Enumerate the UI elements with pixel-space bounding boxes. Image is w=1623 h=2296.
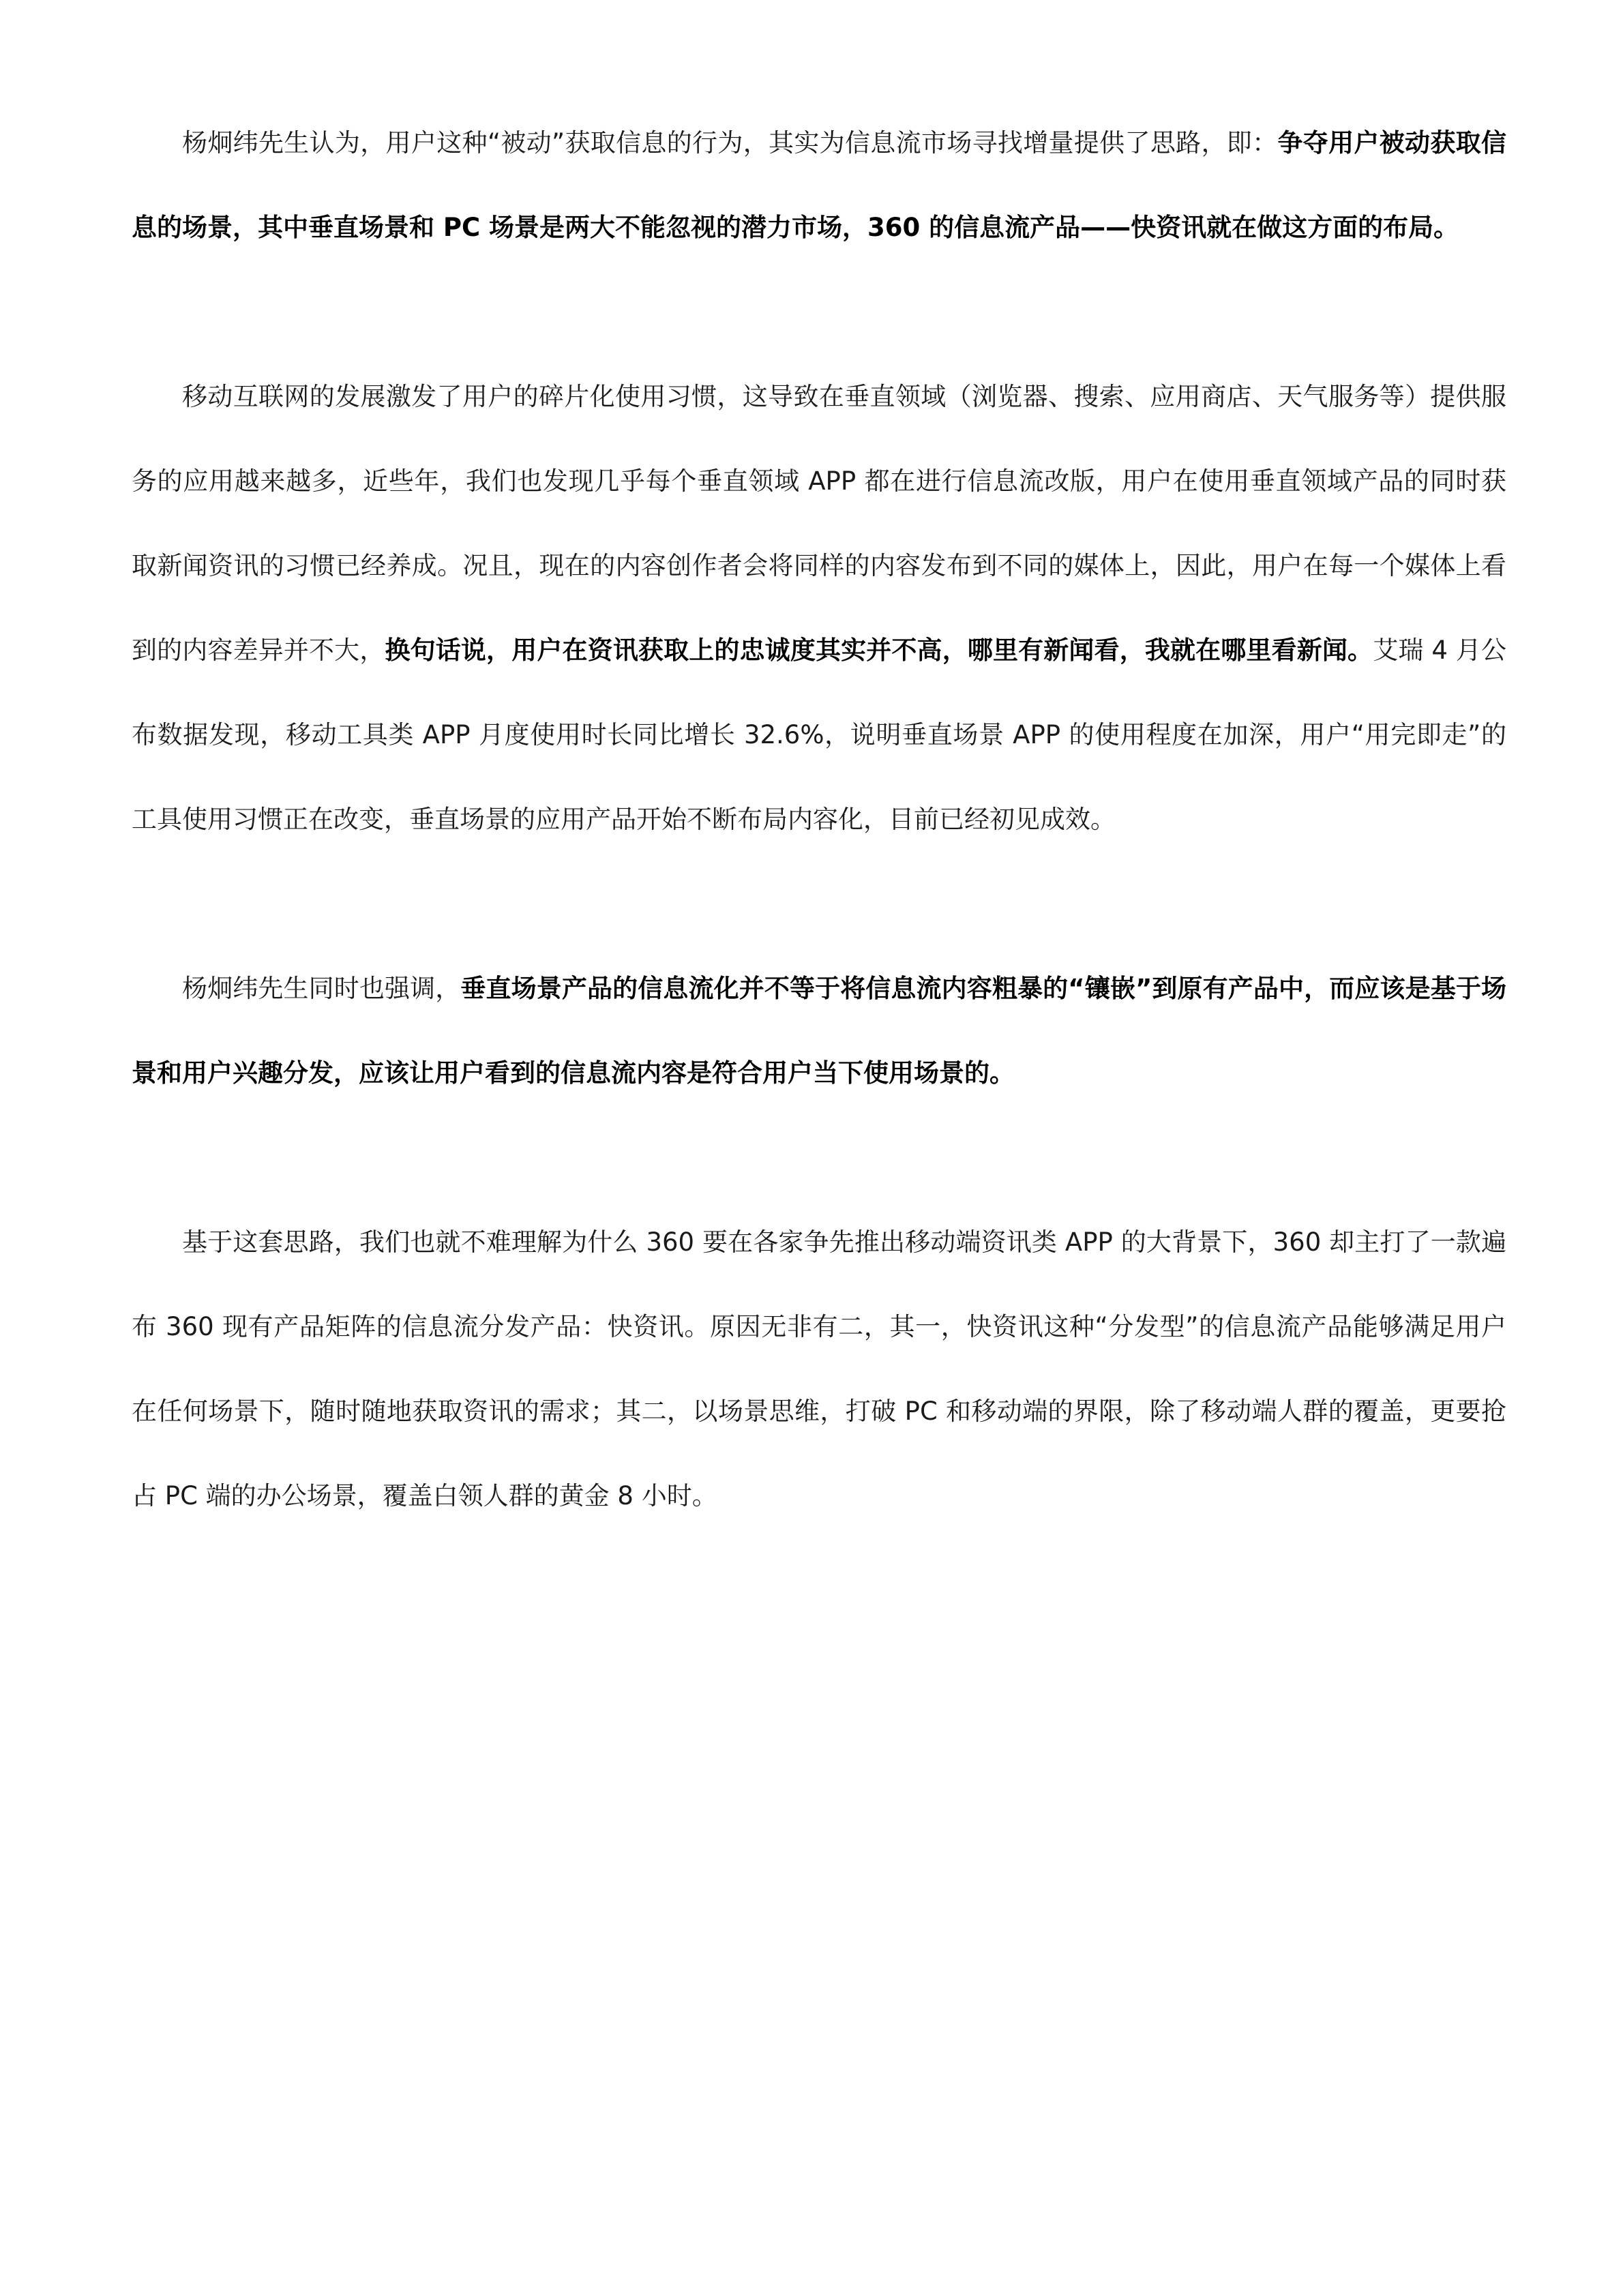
- text-run: 杨炯纬先生认为，用户这种“被动”获取信息的行为，其实为信息流市场寻找增量提供了思路，即：: [182, 128, 1278, 158]
- bold-text-run: 垂直场景产品的信息流化并不等于将信息流内容粗暴的“镶嵌”到原有产品中，而应该是基于场景和用户兴趣分发，应该让用户看到的信息流内容是符合用户当下使用场景的。: [132, 974, 1507, 1088]
- text-run: 基于这套思路，我们也就不难理解为什么 360 要在各家争先推出移动端资讯类 APP 的大背景下，360 却主打了一款遍布 360 现有产品矩阵的信息流分发产品：快资讯。原因无非有二，其一，快资讯这种“分发型”的信息流产品能够满足用户在任何场景下，随时随地获取资讯的需求；其二，以场景思维，打破 PC 和移动端的界限，除了移动端人群的覆盖，更要抢占 PC 端的办公场景，覆盖白领人群的黄金 8 小时。: [132, 1227, 1506, 1510]
- paragraph: [132, 1200, 1506, 1538]
- text-run: 艾瑞 4 月公布数据发现，移动工具类 APP 月度使用时长同比增长 32.6%，说明垂直场景 APP 的使用程度在加深，用户“用完即走”的工具使用习惯正在改变，垂直场景的应用产品开始不断布局内容化，目前已经初见成效。: [132, 636, 1506, 834]
- paragraph: [132, 101, 1506, 270]
- text-run: 杨炯纬先生同时也强调，: [182, 974, 461, 1003]
- paragraph: [132, 946, 1506, 1116]
- document-body: [132, 101, 1506, 1623]
- bold-text-run: 争夺用户被动获取信息的场景，其中垂直场景和 PC 场景是两大不能忽视的潜力市场，360 的信息流产品——快资讯就在做这方面的布局。: [132, 128, 1506, 242]
- bold-text-run: 换句话说，用户在资讯获取上的忠诚度其实并不高，哪里有新闻看，我就在哪里看新闻。: [385, 636, 1373, 665]
- text-run: 移动互联网的发展激发了用户的碎片化使用习惯，这导致在垂直领域（浏览器、搜索、应用商店、天气服务等）提供服务的应用越来越多，近些年，我们也发现几乎每个垂直领域 APP 都在进行信息流改版，用户在使用垂直领域产品的同时获取新闻资讯的习惯已经养成。况且，现在的内容创作者会将同样的内容发布到不同的媒体上，因此，用户在每一个媒体上看到的内容差异并不大，: [132, 382, 1506, 665]
- paragraph: [132, 355, 1506, 862]
